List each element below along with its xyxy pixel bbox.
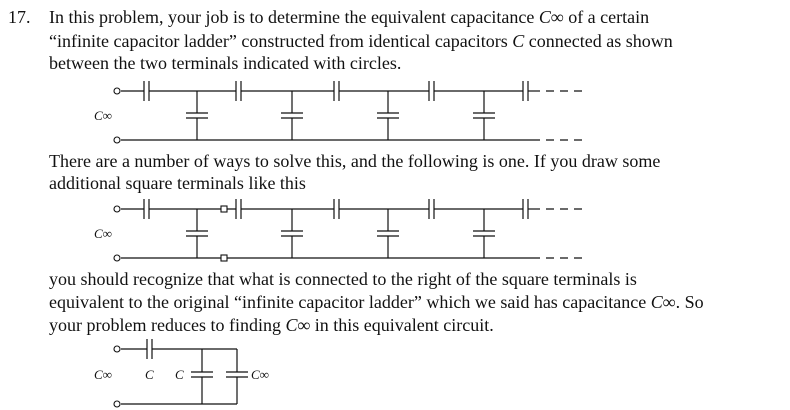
line-8-symbol: C∞ — [285, 315, 311, 335]
equivalent-left-label: C∞ — [94, 367, 112, 382]
line-1-text-a: In this problem, your job is to determine the equivalent capacitance — [49, 7, 539, 27]
shunt-capacitor — [473, 91, 495, 140]
terminal-circle-top — [114, 206, 120, 212]
problem-line-2 — [49, 30, 673, 52]
problem-number: 17. — [8, 7, 31, 27]
equivalent-circuit — [0, 336, 790, 410]
line-7-text-a: equivalent to the original “infinite capacitor ladder” which we said has capacitance — [49, 292, 651, 312]
terminal-circle-top — [114, 346, 120, 352]
shunt-capacitor — [281, 209, 303, 258]
shunt-capacitor — [473, 209, 495, 258]
ladder-circuit-1 — [0, 78, 790, 148]
capacitor-c-infinity — [226, 349, 248, 404]
line-2-symbol: C — [512, 31, 525, 51]
line-7-text-b: . So — [675, 292, 704, 312]
problem-line-8 — [49, 314, 494, 336]
series-capacitor-label: C — [145, 367, 154, 382]
ladder-2-label: C∞ — [94, 226, 112, 241]
line-8-text-b: in this equivalent circuit. — [310, 315, 494, 335]
shunt-capacitor-label: C — [175, 367, 184, 382]
ladder-1-label: C∞ — [94, 108, 112, 123]
problem-line-3: between the two terminals indicated with circles. — [49, 53, 402, 73]
terminal-circle-bottom — [114, 137, 120, 143]
terminal-circle-top — [114, 88, 120, 94]
shunt-capacitor — [186, 209, 208, 258]
terminal-circle-bottom — [114, 255, 120, 261]
shunt-capacitor — [281, 91, 303, 140]
line-8-text-a: your problem reduces to finding — [49, 315, 286, 335]
square-terminal-top — [221, 206, 227, 212]
c-infinity-capacitor-label: C∞ — [251, 367, 269, 382]
line-2-text-b: connected as shown — [524, 31, 673, 51]
square-terminal-bottom — [221, 255, 227, 261]
shunt-capacitor — [377, 209, 399, 258]
ladder-circuit-2 — [0, 196, 790, 266]
line-1-symbol: C∞ — [538, 7, 564, 27]
line-2-text-a: “infinite capacitor ladder” constructed from identical capacitors — [49, 31, 513, 51]
problem-line-7 — [49, 291, 704, 313]
problem-line-4: There are a number of ways to solve this, and the following is one. If you draw some — [49, 151, 661, 171]
shunt-capacitor — [377, 91, 399, 140]
problem-line-6: you should recognize that what is connected to the right of the square terminals is — [49, 269, 637, 289]
problem-line-5: additional square terminals like this — [49, 173, 306, 193]
shunt-capacitor — [186, 91, 208, 140]
terminal-circle-bottom — [114, 401, 120, 407]
line-1-text-b: of a certain — [563, 7, 650, 27]
problem-line-1 — [49, 6, 649, 28]
line-7-symbol: C∞ — [650, 292, 676, 312]
shunt-capacitor-c — [191, 349, 213, 404]
